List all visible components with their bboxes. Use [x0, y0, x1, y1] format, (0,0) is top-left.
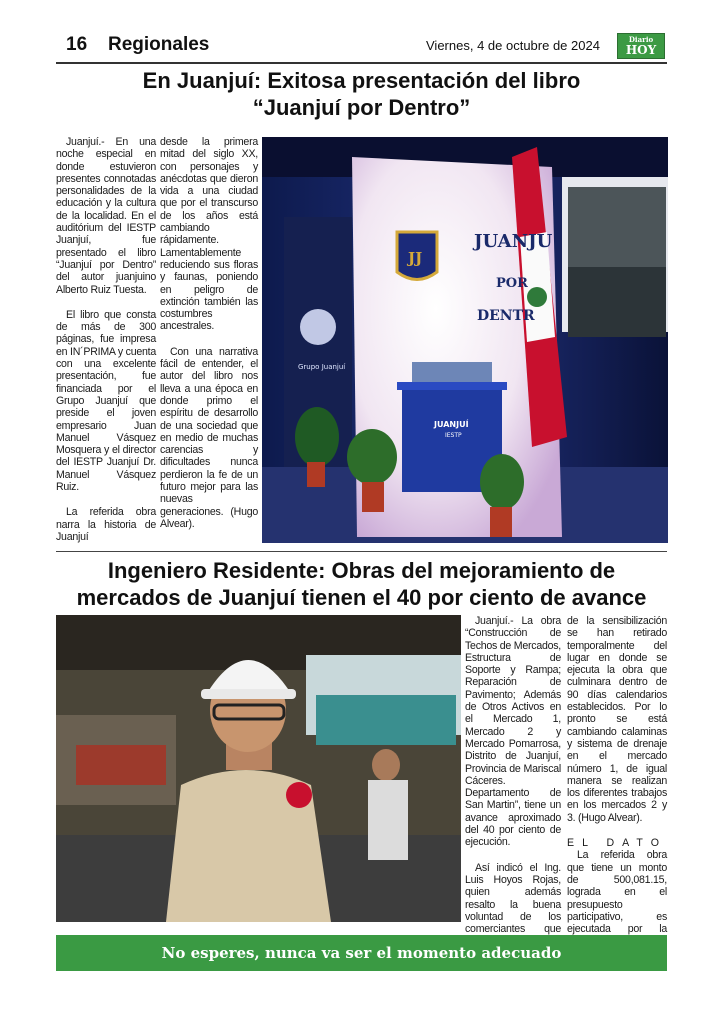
article2-column-2	[567, 615, 667, 985]
banner-caption: Grupo Juanjuí	[298, 363, 346, 371]
paragraph: Con una narrativa fácil de entender, el autor del libro nos lleva a una época en donde primo el espíritu de desarrollo de una sociedad que en medio de muchas carencias y dificultades nunca perdieron la fe de un futuro mejor para las nuevas generaciones. (Hugo Alvear).	[160, 345, 258, 530]
article1-headline-line1: En Juanjuí: Exitosa presentación del libro	[142, 68, 581, 93]
paragraph: Juanjuí.- La obra “Construcción de Techos de Mercados, Estructura de Soporte y Rampa; Reparación de Pavimento; Además de Otros Activos en el Mercado 1, Mercado 2 y Mercado Pomarrosa, Distrito de Juanjuí, Provincia de Mariscal Cáceres. Departamento de San Martin”, tiene un avance aproximado del 40 por ciento de ejecución.	[465, 615, 561, 849]
article-divider	[56, 551, 667, 552]
page-number: 16	[66, 34, 88, 55]
table-logo-sub: IESTP	[445, 432, 462, 439]
logo-big-text: HOY	[625, 43, 657, 57]
paragraph: La referida obra narra la historia de Juanjuí	[56, 506, 156, 543]
header-rule	[56, 62, 667, 64]
market-scene-illustration	[56, 615, 461, 922]
book-presentation-photo	[262, 137, 668, 543]
emblem-letters: JJ	[408, 249, 423, 267]
newspaper-logo	[617, 33, 665, 59]
article2-headline-line1: Ingeniero Residente: Obras del mejoramiento de	[107, 558, 616, 583]
issue-date: Viernes, 4 de octubre de 2024	[426, 38, 600, 53]
table-logo: JUANJUÍ	[434, 420, 469, 429]
article1-headline	[56, 67, 667, 121]
logo-small-text: Diario	[628, 35, 654, 44]
article1-column-1	[56, 136, 156, 556]
paragraph: El libro que consta de más de 300 páginas, fue impresa en IN´PRIMA y cuenta con una excelente presentación, fue financiada por el Grupo Juanjuí que preside el joven empresario Juan Manuel Vásquez Mosquera y el director del IESTP Juanjuí Dr. Manuel Vásquez Ruiz.	[56, 308, 156, 494]
backdrop-text-1: JUANJU	[474, 231, 553, 252]
bottom-slogan-banner	[56, 935, 667, 971]
article2-column-1	[465, 615, 561, 961]
section-title: Regionales	[108, 34, 210, 55]
paragraph: desde la primera mitad del siglo XX, con personajes y anécdotas que dieron vida a una ciudad que por el transcurso de los años está cambiando rápidamente. Lamentablemente reduciendo sus floras y faunas, poniendo en peligro de extinción también las costumbres ancestrales.	[160, 136, 258, 333]
backdrop-text-2: POR	[496, 276, 528, 291]
el-dato-text: La referida obra que tiene un monto de 500,081.15, lograda en el presupuesto participativo, es ejecutada por la	[567, 849, 667, 936]
article2-headline	[56, 557, 667, 611]
paragraph: Así indicó el Ing. Luis Hoyos Rojas, quien además resalto la buena voluntad de los comerciantes que	[465, 861, 561, 936]
paragraph: Juanjuí.- En una noche especial en donde estuvieron presentes connotadas personalidades de la educación y la cultura de la localidad. En el auditórium del IESTP Juanjuí, fue presentado el libro “Juanjuí por Dentro” del autor juanjuino Alberto Ruiz Tuesta.	[56, 136, 156, 296]
engineer-portrait-photo	[56, 615, 461, 922]
backdrop-text-3: DENTR	[477, 308, 535, 324]
stage-scene-illustration	[262, 137, 668, 543]
slogan-text: No esperes, nunca va ser el momento adecuado	[161, 944, 562, 962]
article1-column-2	[160, 136, 258, 543]
paragraph: de la sensibilización se han retirado temporalmente del lugar en donde se ejecuta la obra que culminara dentro de 90 días calendarios establecidos. Por lo pronto se está cambiando calaminas y sistema de drenaje en el mercado número 1, de igual manera se realizan los diferentes trabajos en los mercados 2 y 3. (Hugo Alvear).	[567, 615, 667, 824]
article2-headline-line2: mercados de Juanjuí tienen el 40 por ciento de avance	[76, 585, 647, 610]
el-dato-heading: EL DATO	[567, 837, 667, 850]
article1-headline-line2: “Juanjuí por Dentro”	[252, 95, 471, 120]
